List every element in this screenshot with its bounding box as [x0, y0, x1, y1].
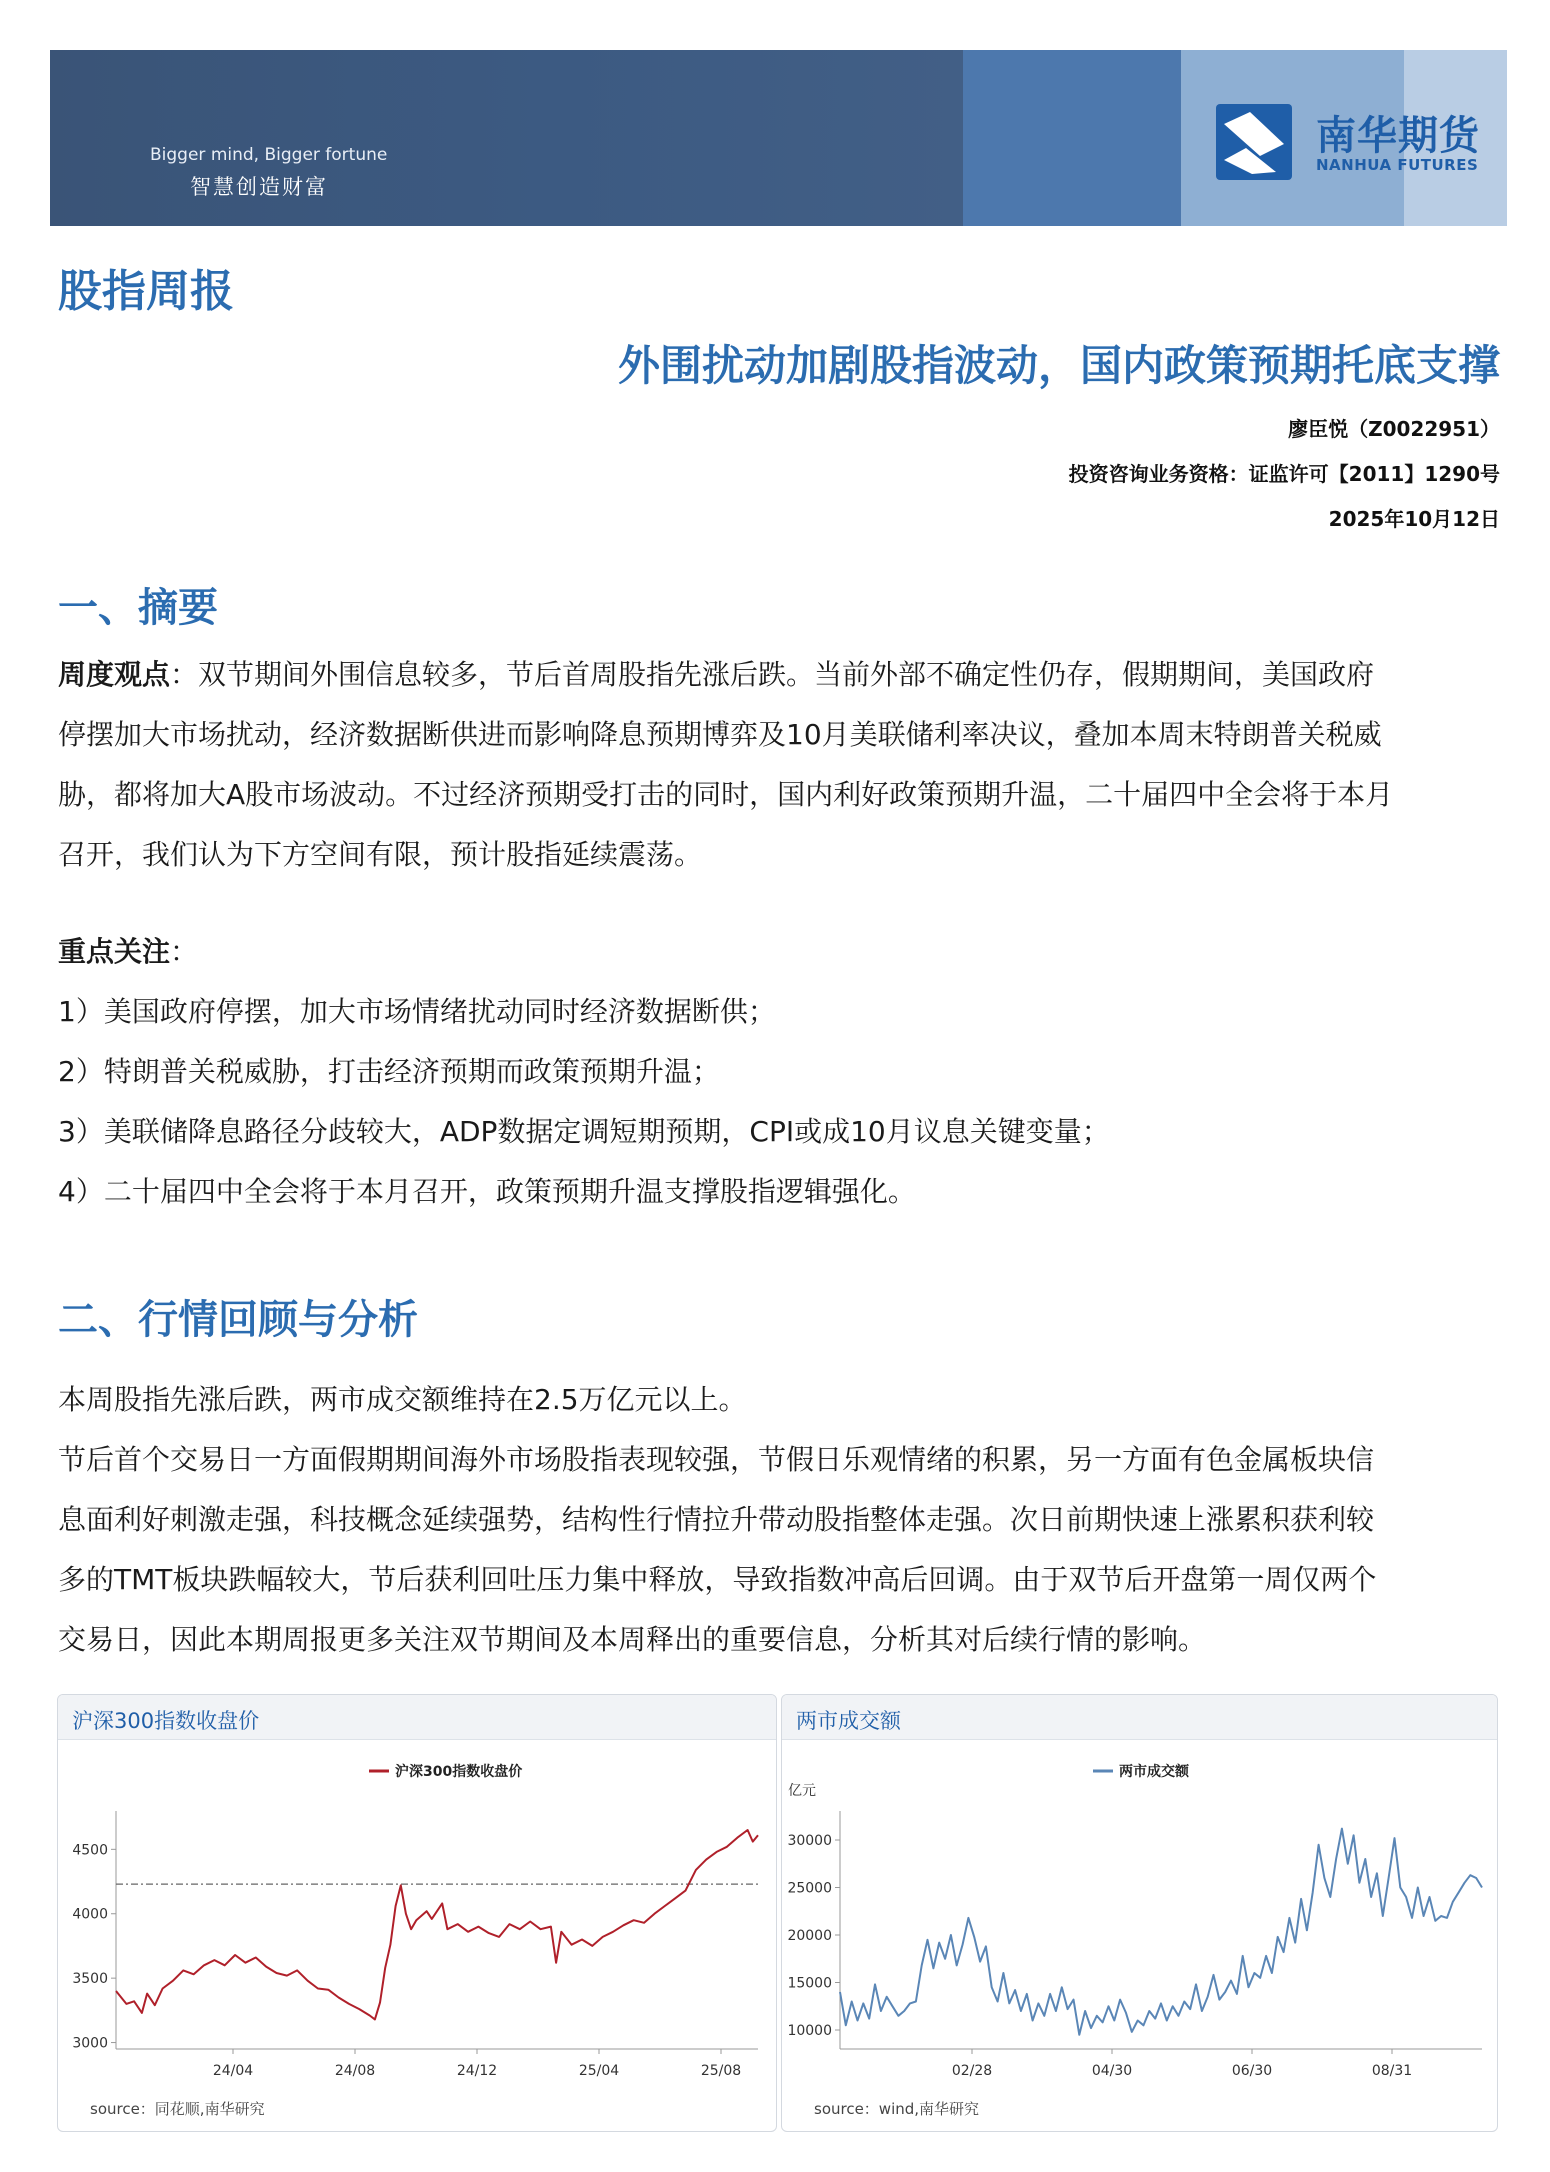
banner-band-mid	[963, 50, 1181, 226]
slogan-en: Bigger mind, Bigger fortune	[150, 145, 388, 165]
y-tick-label: 4500	[72, 1842, 108, 1859]
series-line	[116, 1830, 758, 2019]
hs300-chart	[58, 1741, 776, 2091]
chart-source: source：wind,南华研究	[814, 2100, 980, 2118]
focus-item: 2）特朗普关税威胁，打击经济预期而政策预期升温；	[58, 1055, 720, 1088]
chart-panel-hs300	[57, 1694, 777, 2132]
review-paragraph	[58, 1370, 1498, 1670]
x-tick-label: 24/12	[456, 2063, 498, 2079]
x-tick-label: 08/31	[1371, 2063, 1413, 2079]
legend-label: 两市成交额	[1119, 1764, 1189, 1780]
nanhua-logo	[1216, 102, 1496, 182]
legend-label: 沪深300指数收盘价	[395, 1764, 523, 1780]
summary-line: 召开，我们认为下方空间有限，预计股指延续震荡。	[58, 838, 703, 871]
author: 廖臣悦（Z0022951）	[1288, 417, 1500, 441]
y-tick-label: 15000	[787, 1975, 832, 1992]
slogan-cn: 智慧创造财富	[190, 175, 328, 199]
logo-text-en: NANHUA FUTURES	[1316, 156, 1479, 174]
summary-line-text: ：双节期间外围信息较多，节后首周股指先涨后跌。当前外部不确定性仍存，假期期间，美国政府	[170, 658, 1375, 691]
chart-panel-title: 两市成交额	[796, 1709, 901, 1733]
x-tick-label: 04/30	[1091, 2063, 1133, 2079]
review-line: 多的TMT板块跌幅较大，节后获利回吐压力集中释放，导致指数冲高后回调。由于双节后开盘第一周仅两个	[58, 1563, 1377, 1596]
section-summary-heading: 一、摘要	[58, 585, 218, 631]
x-tick-label: 25/04	[578, 2063, 620, 2079]
x-tick-label: 24/08	[334, 2063, 376, 2079]
review-line: 节后首个交易日一方面假期期间海外市场股指表现较强，节假日乐观情绪的积累，另一方面有色金属板块信	[58, 1443, 1375, 1476]
section-review-heading: 二、行情回顾与分析	[58, 1297, 418, 1343]
logo-text-cn: 南华期货	[1316, 113, 1480, 159]
y-tick-label: 20000	[787, 1928, 832, 1944]
x-tick-label: 24/04	[212, 2063, 254, 2079]
summary-paragraph	[58, 645, 1498, 885]
y-tick-label: 30000	[787, 1833, 832, 1849]
focus-colon: ：	[170, 935, 199, 968]
chart-panel-title: 沪深300指数收盘价	[72, 1709, 260, 1733]
focus-heading	[58, 930, 198, 970]
turnover-chart	[782, 1741, 1497, 2091]
summary-line: 停摆加大市场扰动，经济数据断供进而影响降息预期博弈及10月美联储利率决议，叠加本周末特朗普关税威	[58, 718, 1382, 751]
y-tick-label: 4000	[72, 1906, 108, 1923]
focus-item: 1）美国政府停摆，加大市场情绪扰动同时经济数据断供；	[58, 995, 776, 1028]
x-tick-label: 06/30	[1231, 2063, 1273, 2079]
qualification: 投资咨询业务资格：证监许可【2011】1290号	[1068, 462, 1500, 486]
review-line: 本周股指先涨后跌，两市成交额维持在2.5万亿元以上。	[58, 1383, 747, 1416]
nanhua-logo-icon	[1216, 104, 1292, 180]
report-date: 2025年10月12日	[1328, 507, 1500, 531]
y-tick-label: 10000	[787, 2023, 832, 2039]
y-tick-label: 25000	[787, 1880, 832, 1897]
y-axis-label: 亿元	[788, 1783, 816, 1799]
summary-line: 胁，都将加大A股市场波动。不过经济预期受打击的同时，国内利好政策预期升温，二十届四中全会将于本月	[58, 778, 1394, 811]
summary-line	[58, 645, 1498, 705]
series-line	[840, 1829, 1482, 2035]
review-line: 息面利好刺激走强，科技概念延续强势，结构性行情拉升带动股指整体走强。次日前期快速上涨累积获利较	[58, 1503, 1375, 1536]
y-tick-label: 3000	[72, 2035, 108, 2052]
header-banner	[50, 50, 1507, 226]
focus-item: 4）二十届四中全会将于本月召开，政策预期升温支撑股指逻辑强化。	[58, 1175, 916, 1208]
banner-band-dark	[50, 50, 963, 226]
x-tick-label: 02/28	[951, 2063, 993, 2079]
view-label: 周度观点	[58, 658, 171, 691]
focus-label: 重点关注	[58, 935, 171, 968]
x-tick-label: 25/08	[700, 2063, 742, 2079]
report-title: 外围扰动加剧股指波动，国内政策预期托底支撑	[617, 341, 1500, 390]
report-type: 股指周报	[58, 266, 234, 317]
focus-item: 3）美联储降息路径分歧较大，ADP数据定调短期预期，CPI或成10月议息关键变量；	[58, 1115, 1110, 1148]
review-line: 交易日，因此本期周报更多关注双节期间及本周释出的重要信息，分析其对后续行情的影响。	[58, 1623, 1207, 1656]
chart-panel-turnover	[781, 1694, 1498, 2132]
y-tick-label: 3500	[72, 1971, 108, 1988]
chart-source: source：同花顺,南华研究	[90, 2100, 265, 2118]
